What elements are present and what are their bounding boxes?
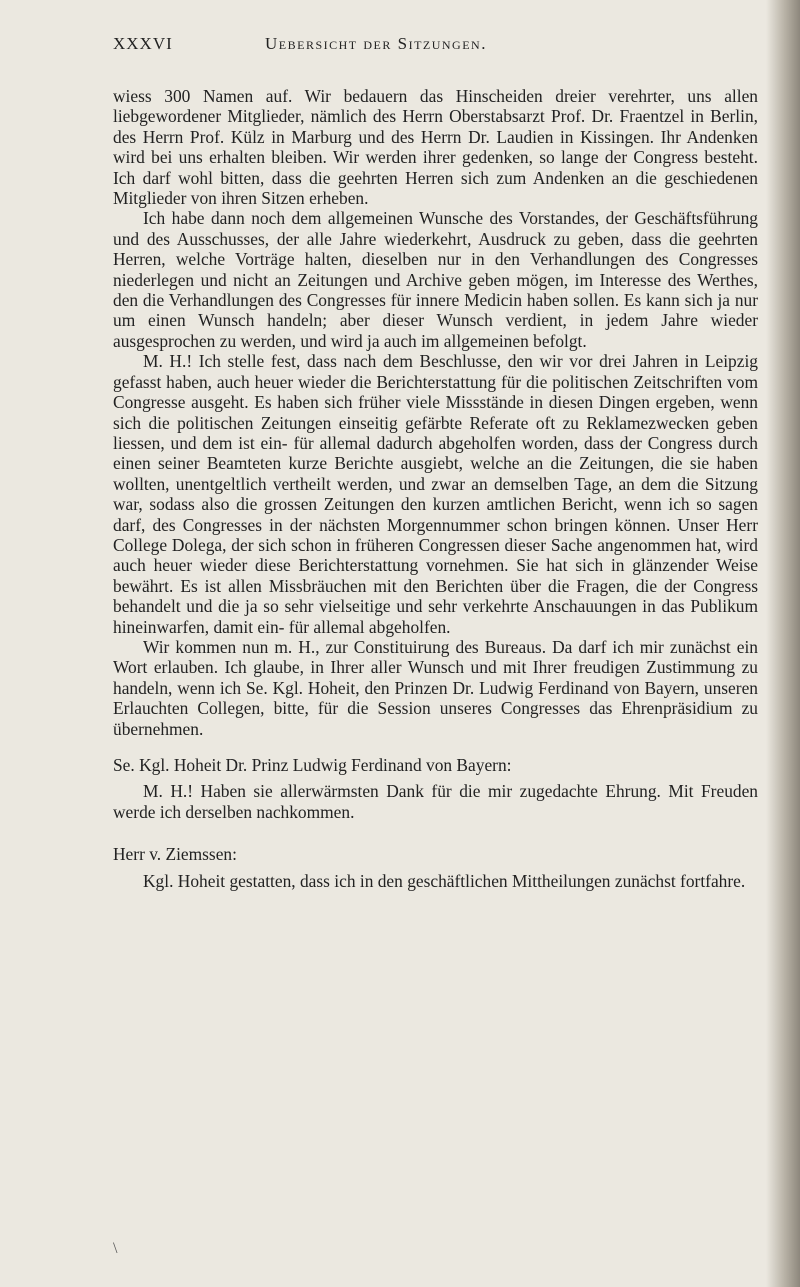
running-header [113, 34, 743, 60]
paragraph: Ich habe dann noch dem allgemeinen Wunsche des Vorstandes, der Geschäftsführung und des Ausschusses, der alle Jahre wiederkehrt, Ausdruck zu geben, dass die geehrten Herren, welche Vorträge halten, dieselben nur in den Verhandlungen des Congresses niederlegen und nicht an Zeitungen und Archive geben mögen, im Interesse des Werthes, den die Verhandlungen des Congresses für innere Medicin haben sollen. Es kann sich ja nur um einen Wunsch handeln; aber dieser Wunsch verdient, in jedem Jahre wieder ausgesprochen zu werden, und wird ja auch im allgemeinen befolgt. [113, 208, 758, 351]
speaker-line: Se. Kgl. Hoheit Dr. Prinz Ludwig Ferdinand von Bayern: [113, 755, 512, 775]
paragraph: M. H.! Ich stelle fest, dass nach dem Beschlusse, den wir vor drei Jahren in Leipzig gefasst haben, auch heuer wieder die Berichterstattung für die politischen Zeitschriften vom Congresse ausgeht. Es haben sich früher viele Missstände in diesen Dingen ergeben, wenn sich die politischen Zeitungen einseitig gefärbte Referate oft zu Reklamezwecken geben liessen, und dem ist ein- für allemal dadurch abgeholfen worden, dass der Congress durch einen seiner Beamteten kurze Berichte ausgiebt, welche an die Zeitungen, die sie haben wollten, unentgeltlich vertheilt werden, und zwar an demselben Tage, an dem die Sitzung war, sodass also die grossen Zeitungen den kurzen amtlichen Bericht, wenn ich so sagen darf, des Congresses in der nächsten Morgennummer schon bringen können. Unser Herr College Dolega, der sich schon in früheren Congressen dieser Sache angenommen hat, wird auch heuer wieder diese Berichterstattung vornehmen. Sie hat sich in glänzender Weise bewährt. Es ist allen Missbräuchen mit den Berichten über die Fragen, die der Congress behandelt und die ja so sehr vielseitige und sehr verkehrte Anschauungen in das Publikum hineinwarfen, damit ein- für allemal abgeholfen. [113, 351, 758, 637]
running-title: Uebersicht der Sitzungen. [265, 34, 487, 53]
speaker-line: Herr v. Ziemssen: [113, 844, 237, 865]
page-number: XXXVI [113, 34, 173, 53]
page-edge-shadow [766, 0, 800, 1287]
paragraph: wiess 300 Namen auf. Wir bedauern das Hinscheiden dreier verehrter, uns allen liebgewordener Mitglieder, nämlich des Herrn Oberstabsarzt Prof. Dr. Fraentzel in Berlin, des Herrn Prof. Külz in Marburg und des Herrn Dr. Laudien in Kissingen. Ihr Andenken wird bei uns erhalten bleiben. Wir werden ihrer gedenken, so lange der Congress besteht. Ich darf wohl bitten, dass die geehrten Herren sich zum Andenken an die geschiedenen Mitglieder von ihren Sitzen erheben. [113, 86, 758, 209]
body-text [113, 86, 758, 891]
speech-text: M. H.! Haben sie allerwärmsten Dank für die mir zugedachte Ehrung. Mit Freuden werde ich derselben nachkommen. [113, 781, 758, 822]
paragraph: Wir kommen nun m. H., zur Constituirung des Bureaus. Da darf ich mir zunächst ein Wort erlauben. Ich glaube, in Ihrer aller Wunsch und mit Ihrer freudigen Zustimmung zu handeln, wenn ich Se. Kgl. Hoheit, den Prinzen Dr. Ludwig Ferdinand von Bayern, unseren Erlauchten Collegen, bitte, für die Session unseres Congresses das Ehrenpräsidium zu übernehmen. [113, 636, 758, 739]
stray-mark: \ [113, 1240, 118, 1257]
speech-text: Kgl. Hoheit gestatten, dass ich in den geschäftlichen Mittheilungen zunächst fortfahre. [143, 870, 746, 891]
